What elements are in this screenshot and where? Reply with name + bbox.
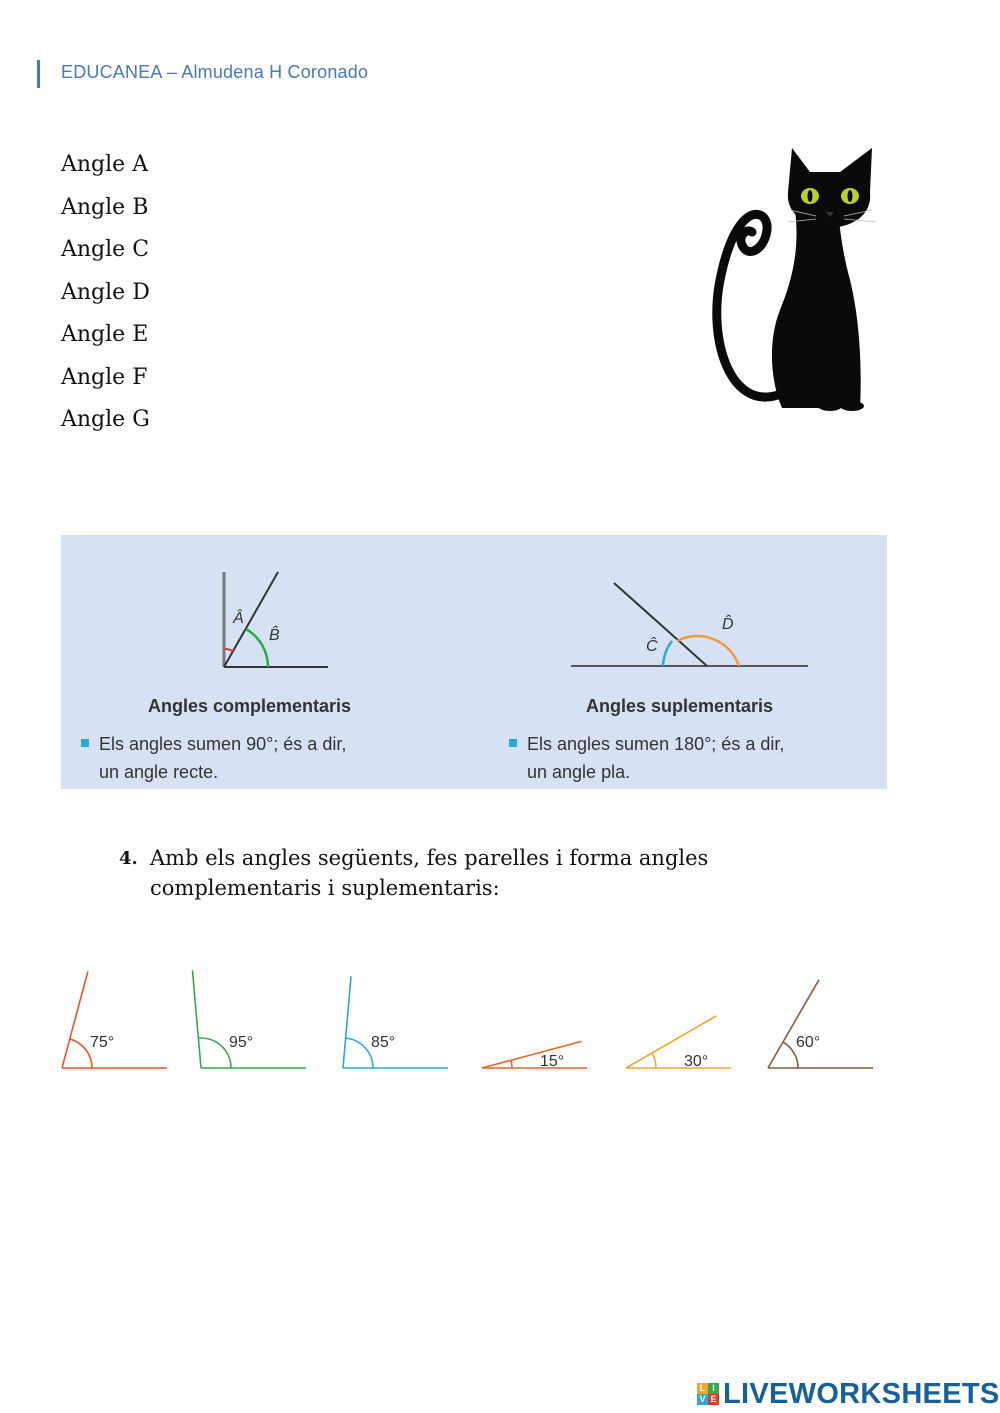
angle-degree-label: 60°	[796, 1034, 821, 1051]
angle-arm-ray	[192, 970, 201, 1068]
theory-box	[61, 535, 887, 789]
complementary-title: Angles complementaris	[148, 696, 352, 716]
angle-degree-label: 75°	[90, 1034, 115, 1051]
complementary-angle-diagram	[211, 565, 331, 675]
angle-15	[482, 1041, 587, 1070]
angle-item-a: Angle A	[61, 152, 149, 177]
supplementary-title: Angles suplementaris	[586, 696, 774, 716]
angle-item-g: Angle G	[61, 407, 150, 432]
complementary-description: Els angles sumen 90°; és a dir, un angle recte.	[81, 730, 346, 786]
angle-degree-label: 85°	[371, 1034, 396, 1051]
angle-30	[626, 1016, 731, 1070]
label-angle-d: D̂	[722, 616, 734, 633]
header-accent-bar	[37, 60, 40, 88]
angle-item-b: Angle B	[61, 194, 149, 220]
logo-mark-icon: L I V E	[697, 1383, 719, 1405]
angle-85	[343, 976, 448, 1068]
label-angle-a: Â	[233, 610, 244, 627]
label-angle-c: Ĉ	[646, 638, 658, 655]
angle-item-e: Angle E	[61, 322, 149, 347]
angle-degree-label: 30°	[684, 1053, 709, 1070]
angle-arm-ray	[482, 1041, 581, 1068]
angle-95	[192, 970, 306, 1068]
exercise-number: 4.	[119, 848, 138, 869]
angle-arc	[70, 1039, 92, 1068]
bullet-icon	[81, 739, 89, 747]
angle-item-d: Angle D	[61, 279, 150, 305]
angle-arc	[346, 1038, 373, 1068]
angle-arm-ray	[768, 980, 819, 1068]
angle-item-c: Angle C	[61, 237, 150, 262]
label-angle-b: B̂	[269, 627, 280, 644]
angle-arm-ray	[62, 971, 88, 1068]
exercise-angles	[0, 960, 1000, 1080]
angle-item-f: Angle F	[61, 364, 148, 390]
liveworksheets-logo	[697, 1376, 1000, 1412]
supplementary-angle-diagram	[566, 575, 816, 675]
supplementary-description: Els angles sumen 180°; és a dir, un angle pla.	[509, 730, 784, 786]
angle-list	[61, 148, 150, 446]
bullet-icon	[509, 739, 517, 747]
angle-arc	[511, 1060, 512, 1068]
angle-arm-ray	[343, 976, 351, 1068]
black-cat-illustration	[700, 140, 885, 420]
logo-text: LIVEWORKSHEETS	[723, 1377, 1000, 1410]
angle-degree-label: 95°	[229, 1034, 254, 1051]
angle-arc	[198, 1038, 231, 1068]
angle-arc	[652, 1053, 656, 1068]
angle-75	[62, 971, 167, 1068]
exercise-prompt: Amb els angles següents, fes parelles i forma angles complementaris i suplementaris:	[150, 846, 709, 900]
angle-60	[768, 980, 873, 1068]
angle-degree-label: 15°	[540, 1053, 565, 1070]
page-header: EDUCANEA – Almudena H Coronado	[61, 62, 369, 82]
